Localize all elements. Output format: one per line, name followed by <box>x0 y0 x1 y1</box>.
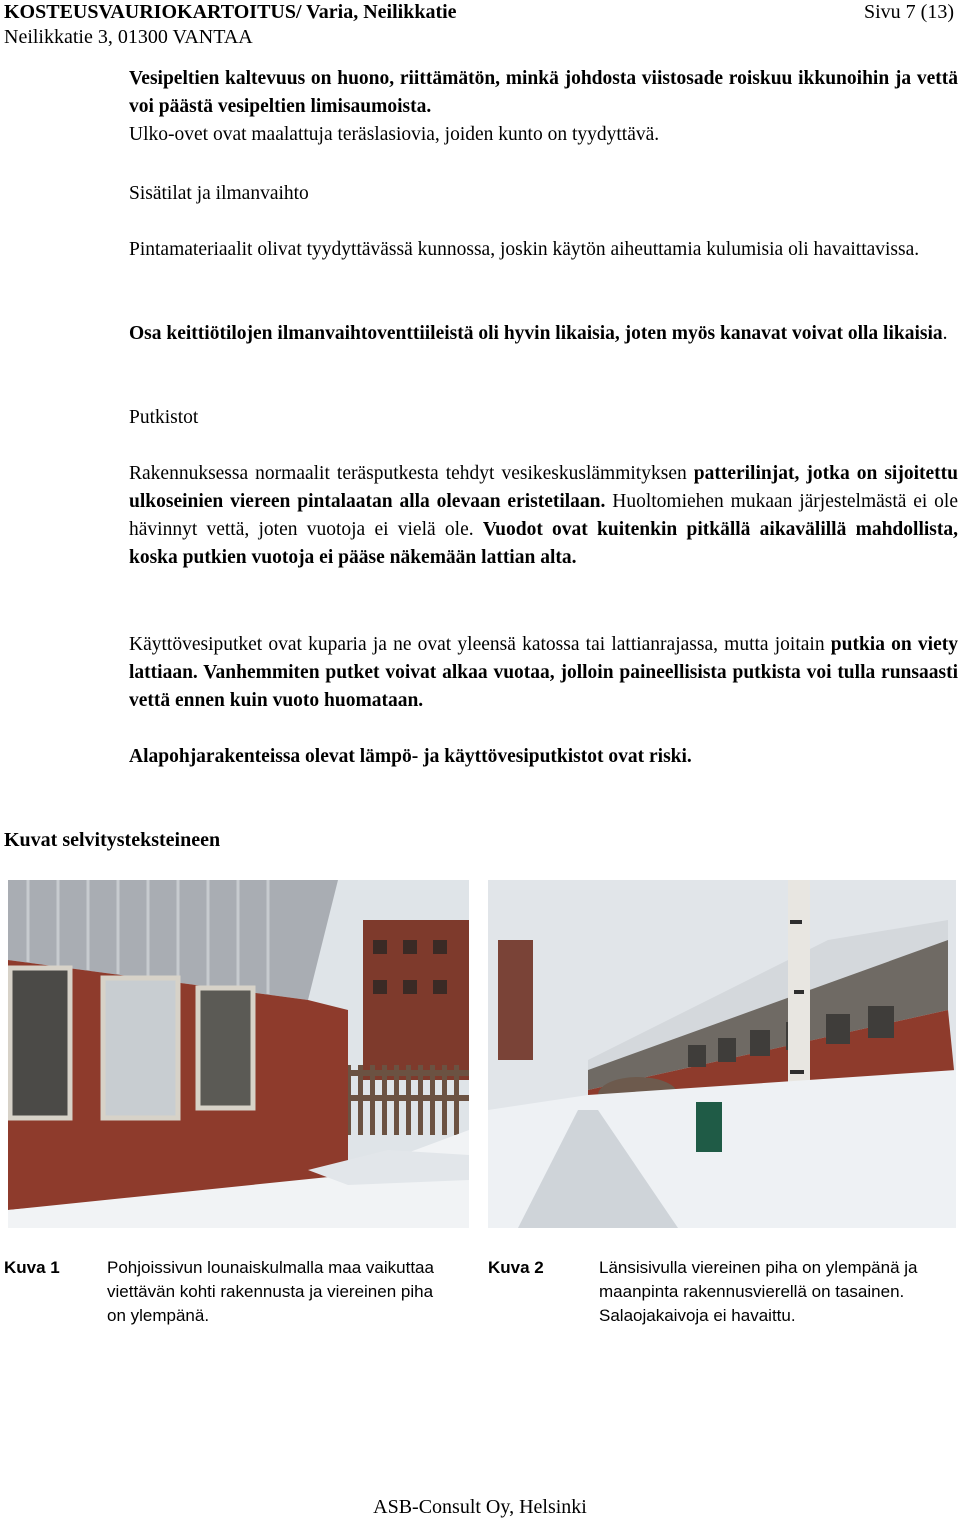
page-number: Sivu 7 (13) <box>864 1 954 23</box>
paragraph-kayttovesi <box>129 631 958 715</box>
heading-sisatilat: Sisätilat ja ilmanvaihto <box>129 183 309 204</box>
caption-1-label: Kuva 1 <box>4 1258 60 1277</box>
paragraph-lammitys <box>129 460 958 572</box>
address: Neilikkatie 3, 01300 VANTAA <box>4 26 253 48</box>
lammitys-b: patterilinjat, jotka on sijoitettu ulkoseinien viereen pintalaatan alla olevaan eristetilaan. <box>129 463 958 512</box>
photo-2 <box>488 880 956 1228</box>
paragraph-riski: Alapohjarakenteissa olevat lämpö- ja käyttövesiputkistot ovat riski. <box>129 746 692 767</box>
heading-putkistot: Putkistot <box>129 407 199 428</box>
paragraph-keittiotilat <box>129 320 958 348</box>
keittiotilat-bold: Osa keittiötilojen ilmanvaihtoventtiileistä oli hyvin likaisia, joten myös kanavat voivat olla likaisia <box>129 323 943 344</box>
lammitys-a: Rakennuksessa normaalit teräsputkesta tehdyt vesikeskuslämmityksen <box>129 463 694 484</box>
paragraph-pintamateriaalit: Pintamateriaalit olivat tyydyttävässä kunnossa, joskin käytön aiheuttamia kulumisia oli havaittavissa. <box>129 239 920 260</box>
lammitys-c: Huoltomiehen mukaan järjestelmästä ei ole hävinnyt vettä, joten vuotoja ei vielä ole. <box>129 491 959 540</box>
photo-2-image <box>488 880 956 1228</box>
photos-heading: Kuvat selvitysteksteineen <box>4 829 221 851</box>
vesipellit-bold: Vesipeltien kaltevuus on huono, riittämätön, minkä johdosta viistosade roiskuu ikkunoihin ja vettä voi päästä vesipeltien limisaumoista. <box>129 68 958 117</box>
photo-1 <box>8 880 469 1228</box>
ulko-ovet-text: Ulko-ovet ovat maalattuja teräslasiovia, joiden kunto on tyydyttävä. <box>129 124 660 145</box>
page-footer: ASB-Consult Oy, Helsinki <box>373 1496 587 1518</box>
document-title: KOSTEUSVAURIOKARTOITUS/ Varia, Neilikkatie <box>4 1 457 23</box>
caption-2-text: Länsisivulla viereinen piha on ylempänä ja maanpinta rakennusvierellä on tasainen. Salaojakaivoja ei havaittu. <box>599 1258 918 1325</box>
kayttovesi-a: Käyttövesiputket ovat kuparia ja ne ovat yleensä katossa tai lattianrajassa, mutta joitain <box>129 634 831 655</box>
lammitys-d: Vuodot ovat kuitenkin pitkällä aikavälillä mahdollista, koska putkien vuotoja ei pääse näkemään lattian alta. <box>129 519 958 568</box>
keittiotilat-end: . <box>942 323 948 344</box>
caption-2-label: Kuva 2 <box>488 1258 544 1277</box>
paragraph-vesipellit <box>129 65 958 149</box>
photo-1-image <box>8 880 469 1228</box>
kayttovesi-b: putkia on viety lattiaan. Vanhemmiten putket voivat alkaa vuotaa, jolloin paineellisista putkista voi tulla runsaasti vettä ennen kuin vuoto huomataan. <box>129 634 958 711</box>
caption-1-text: Pohjoissivun lounaiskulmalla maa vaikuttaa viettävän kohti rakennusta ja viereinen piha on ylempänä. <box>107 1258 434 1325</box>
